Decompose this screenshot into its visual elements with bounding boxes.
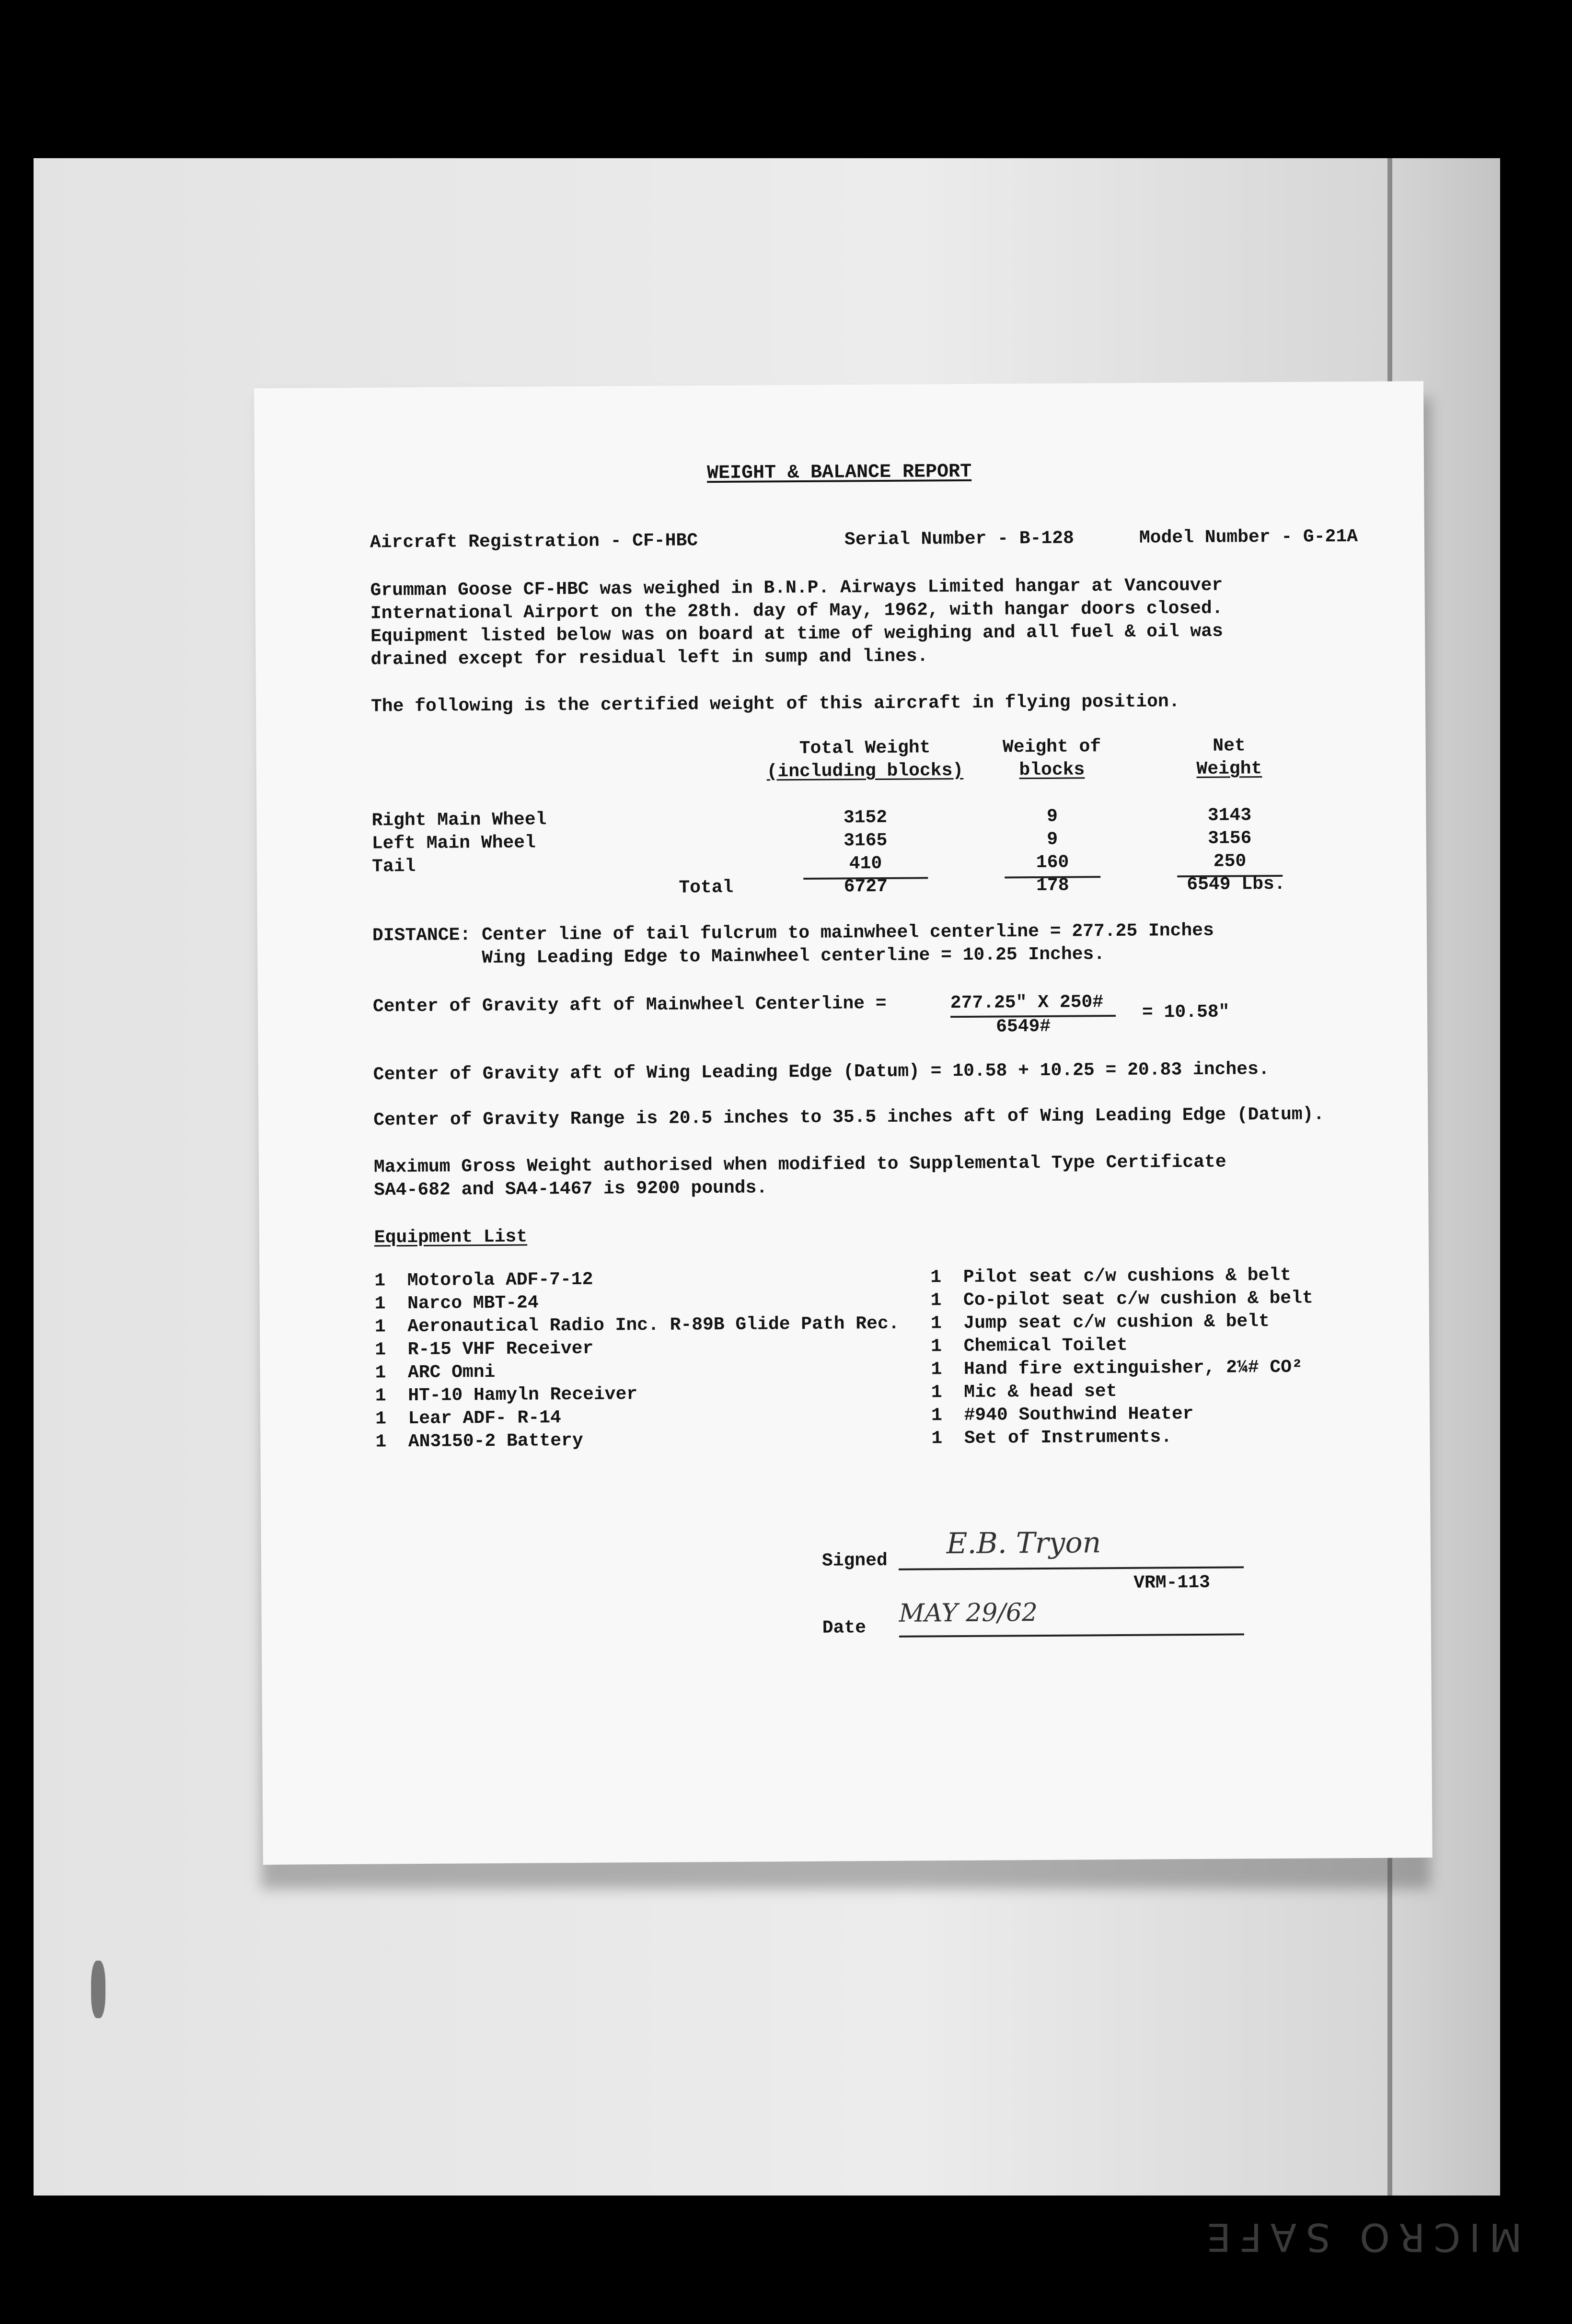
- equipment-left-item: 1 AN3150-2 Battery: [375, 1430, 583, 1452]
- cg-formula-numerator: 277.25" X 250#: [950, 992, 1104, 1014]
- equipment-heading: Equipment List: [374, 1226, 528, 1248]
- intro-line-1: Grumman Goose CF-HBC was weighed in B.N.P. Airways Limited hangar at Vancouver: [370, 575, 1223, 601]
- col-total-head-2: (including blocks): [766, 760, 964, 782]
- equipment-left-item: 1 Lear ADF- R-14: [375, 1407, 561, 1429]
- report-title: WEIGHT & BALANCE REPORT: [706, 461, 972, 485]
- equipment-right-item: 1 Jump seat c/w cushion & belt: [930, 1311, 1270, 1334]
- total-total: 6727: [844, 876, 888, 897]
- row-total-right-main: 3152: [843, 807, 888, 828]
- cg-formula-lead: Center of Gravity aft of Mainwheel Centerline =: [372, 993, 898, 1017]
- signed-label: Signed: [821, 1550, 888, 1571]
- equipment-right-item: 1 Pilot seat c/w cushions & belt: [930, 1265, 1292, 1288]
- equipment-left-item: 1 HT-10 Hamyln Receiver: [375, 1384, 638, 1406]
- report-sheet: [254, 381, 1433, 1865]
- equipment-left-item: 1 Narco MBT-24: [374, 1292, 539, 1314]
- microfilm-label: MICRO SAFE: [1198, 2215, 1523, 2259]
- total-blocks: 178: [1036, 875, 1069, 896]
- total-label: Total: [679, 877, 734, 898]
- equipment-left-item: 1 Motorola ADF-7-12: [374, 1269, 593, 1291]
- cg-formula-result: = 10.58": [1142, 1001, 1230, 1023]
- equipment-left-item: 1 Aeronautical Radio Inc. R-89B Glide Path Rec.: [374, 1313, 900, 1337]
- date-value: MAY 29/62: [899, 1598, 1038, 1628]
- serial-number: Serial Number - B-128: [844, 528, 1074, 550]
- row-net-right-main: 3143: [1207, 805, 1252, 826]
- cg-formula-denominator: 6549#: [996, 1016, 1051, 1037]
- max-gross-line-1: Maximum Gross Weight authorised when modified to Supplemental Type Certificate: [373, 1151, 1226, 1178]
- col-blocks-head-2: blocks: [1019, 759, 1085, 781]
- row-net-left-main: 3156: [1208, 828, 1252, 849]
- date-label: Date: [822, 1617, 867, 1638]
- row-total-left-main: 3165: [844, 830, 888, 851]
- signature-line: [899, 1566, 1244, 1570]
- license-number: VRM-113: [1133, 1572, 1211, 1593]
- equipment-right-item: 1 Set of Instruments.: [931, 1427, 1172, 1449]
- equipment-left-item: 1 R-15 VHF Receiver: [375, 1338, 594, 1360]
- equipment-right-item: 1 Co-pilot seat c/w cushion & belt: [930, 1288, 1313, 1311]
- cg-range: Center of Gravity Range is 20.5 inches to 35.5 inches aft of Wing Leading Edge (Datum).: [373, 1104, 1325, 1131]
- row-blocks-right-main: 9: [1046, 806, 1058, 827]
- equipment-left-item: 1 ARC Omni: [375, 1361, 496, 1383]
- equipment-right-item: 1 Mic & head set: [931, 1381, 1117, 1403]
- equipment-right-item: 1 Hand fire extinguisher, 2¼# CO²: [931, 1357, 1303, 1380]
- certified-statement: The following is the certified weight of this aircraft in flying position.: [370, 691, 1180, 717]
- row-total-tail: 410: [849, 853, 882, 874]
- smudge-mark: [91, 1961, 105, 2018]
- row-label-right-main: Right Main Wheel: [371, 809, 547, 831]
- intro-line-4: drained except for residual left in sump and lines.: [370, 646, 928, 670]
- col-net-head-2: Weight: [1196, 758, 1262, 780]
- model-number: Model Number - G-21A: [1139, 526, 1358, 548]
- row-label-tail: Tail: [371, 856, 416, 877]
- equipment-right-item: 1 #940 Southwind Heater: [931, 1404, 1194, 1426]
- row-blocks-tail: 160: [1036, 852, 1069, 873]
- equipment-right-item: 1 Chemical Toilet: [931, 1335, 1128, 1357]
- max-gross-line-2: SA4-682 and SA4-1467 is 9200 pounds.: [374, 1177, 768, 1201]
- intro-line-2: International Airport on the 28th. day of May, 1962, with hangar doors closed.: [370, 598, 1223, 624]
- cg-datum: Center of Gravity aft of Wing Leading Edge (Datum) = 10.58 + 10.25 = 20.83 inches.: [373, 1059, 1270, 1085]
- row-net-tail: 250: [1213, 851, 1247, 872]
- row-blocks-left-main: 9: [1047, 829, 1058, 850]
- total-net: 6549 Lbs.: [1187, 873, 1285, 895]
- aircraft-registration: Aircraft Registration - CF-HBC: [370, 530, 698, 553]
- col-net-head-1: Net: [1213, 735, 1246, 756]
- col-total-head-1: Total Weight: [799, 737, 931, 759]
- date-line: [899, 1633, 1244, 1637]
- distance-line-2: Wing Leading Edge to Mainwheel centerline = 10.25 Inches.: [372, 944, 1105, 969]
- col-blocks-head-1: Weight of: [1002, 736, 1101, 758]
- intro-line-3: Equipment listed below was on board at time of weighing and all fuel & oil was: [370, 621, 1223, 647]
- distance-line-1: DISTANCE: Center line of tail fulcrum to mainwheel centerline = 277.25 Inches: [372, 920, 1214, 946]
- signature: E.B. Tryon: [946, 1526, 1101, 1561]
- row-label-left-main: Left Main Wheel: [371, 832, 536, 854]
